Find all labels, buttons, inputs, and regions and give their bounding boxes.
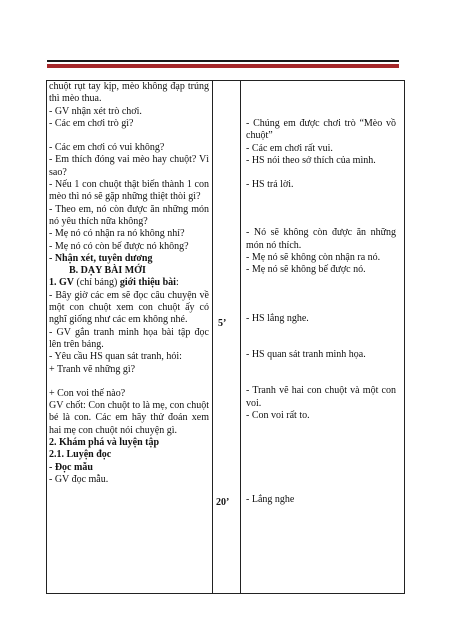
subsection-heading (49, 277, 209, 289)
heading-part: : (175, 277, 179, 289)
subsection-heading: 2.1. Luyện đọc (49, 449, 112, 461)
answer: - HS lắng nghe. (246, 312, 309, 324)
heading-part: 1. GV (49, 277, 74, 289)
table-border-bottom (46, 593, 405, 594)
question: + Con voi thế nào? (49, 387, 126, 399)
answer: - Chúng em được chơi trò “Mèo vồ chuột” (246, 118, 396, 142)
text-para: GV chốt: Con chuột to là mẹ, con chuột bé là con. Các em hãy thử đoán xem hai mẹ con chuột nói chuyện gì. (49, 400, 209, 436)
question: - Các em chơi có vui không? (49, 142, 165, 154)
question: - Mẹ nó có còn bế được nó không? (49, 240, 189, 252)
answer: - HS trả lời. (246, 179, 294, 191)
text-para: - GV đọc mẫu. (49, 473, 109, 485)
text-para: - GV gắn tranh minh họa bài tập đọc lên trên bảng. (49, 326, 209, 350)
subsection-heading: - Đọc mẫu (49, 461, 93, 473)
answer: - HS nói theo sở thích của mình. (246, 154, 376, 166)
answer: - Mẹ nó sẽ không còn nhận ra nó. (246, 252, 381, 264)
question: - Các em chơi trò gì? (49, 117, 134, 129)
teacher-activities-column (49, 81, 209, 486)
section-heading: B. DẠY BÀI MỚI (69, 265, 146, 277)
answer: - Mẹ nó sẽ không bế được nó. (246, 264, 366, 276)
question: - Nếu 1 con chuột thật biến thành 1 con mèo thì nó sẽ gặp những thiệt thòi gì? (49, 179, 209, 203)
student-activities-column (246, 118, 396, 506)
answer: - HS quan sát tranh minh họa. (246, 348, 366, 360)
answer: - Nó sẽ không còn được ăn những món nó thích. (246, 227, 396, 251)
time-label: 20’ (216, 497, 230, 508)
answer: - Con voi rất to. (246, 409, 310, 421)
table-border-left (46, 80, 47, 593)
text-para: - Bây giờ các em sẽ đọc câu chuyện về một con chuột xem con chuột ấy có nghĩ giống như các em không nhé. (49, 289, 209, 326)
text-para: - Nhận xét, tuyên dương (49, 252, 153, 264)
question: - Theo em, nó còn được ăn những món nó yêu thích nữa không? (49, 203, 209, 227)
question: - Em thích đóng vai mèo hay chuột? Vì sao? (49, 154, 209, 178)
answer: - Các em chơi rất vui. (246, 142, 333, 154)
text-para: - Yêu cầu HS quan sát tranh, hỏi: (49, 351, 182, 363)
time-label: 5’ (218, 318, 227, 329)
table-divider-1 (212, 80, 213, 593)
text-para: chuột rụt tay kịp, mèo không đạp trúng thì mèo thua. (49, 81, 209, 105)
answer: - Lắng nghe (246, 494, 295, 506)
answer: - Tranh vẽ hai con chuột và một con voi. (246, 385, 396, 409)
heading-part: (chỉ bảng) (74, 277, 120, 289)
table-border-right (404, 80, 405, 593)
text-para: - GV nhận xét trò chơi. (49, 105, 142, 117)
subsection-heading: 2. Khám phá và luyện tập (49, 437, 160, 449)
question: - Mẹ nó có nhận ra nó không nhỉ? (49, 228, 185, 240)
table-divider-2 (240, 80, 241, 593)
question: + Tranh vẽ những gì? (49, 363, 136, 375)
heading-part: giới thiệu bài (119, 277, 176, 289)
